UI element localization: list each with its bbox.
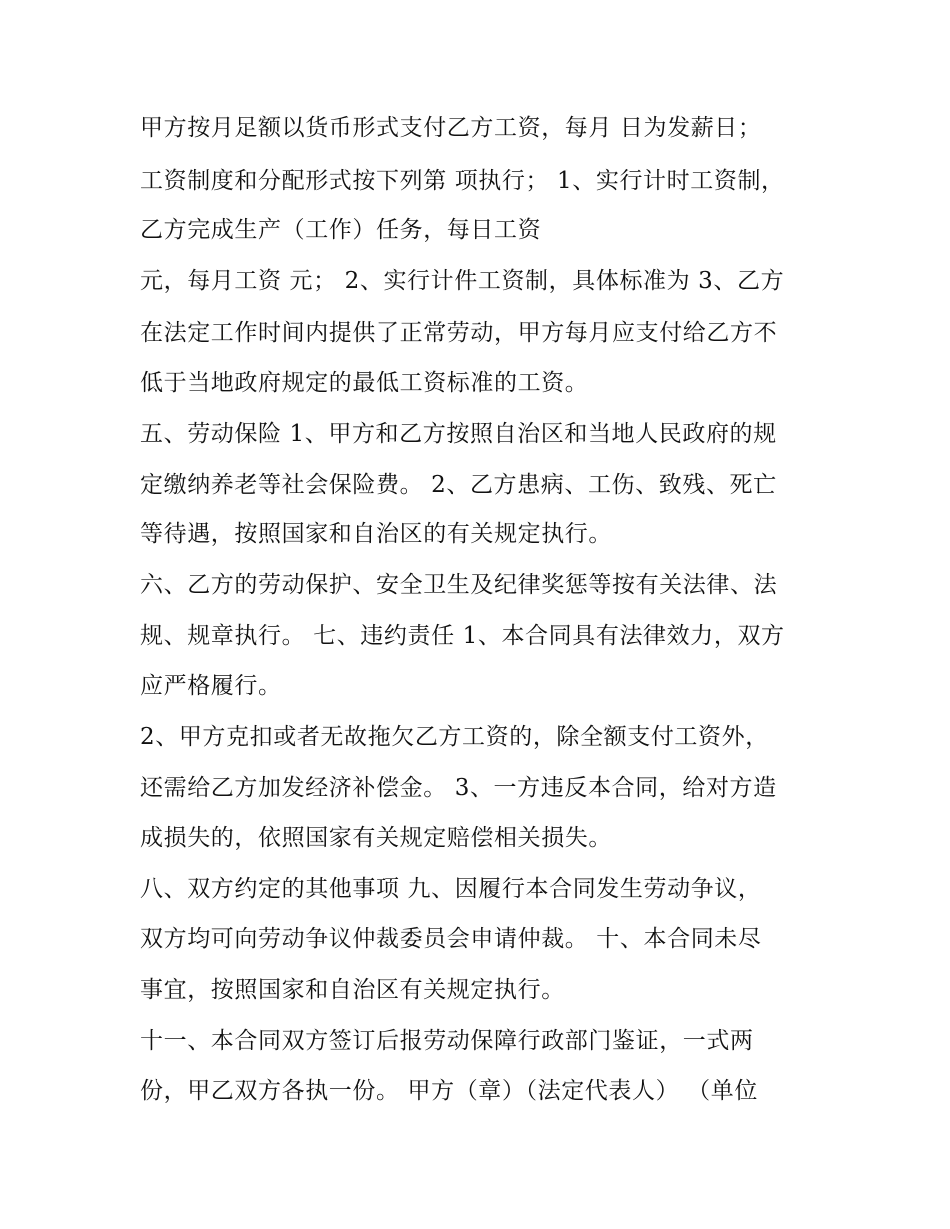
text-line: 应严格履行。 xyxy=(140,673,282,699)
text-line: 双方均可向劳动争议仲裁委员会申请仲裁。 十、本合同未尽 xyxy=(140,926,762,952)
text-line: 成损失的，依照国家有关规定赔偿相关损失。 xyxy=(140,825,612,851)
text-line: 六、乙方的劳动保护、安全卫生及纪律奖惩等按有关法律、法 xyxy=(140,572,778,598)
text-line: 规、规章执行。 七、违约责任 1、本合同具有法律效力，双方 xyxy=(140,623,785,649)
text-line: 等待遇，按照国家和自治区的有关规定执行。 xyxy=(140,521,612,547)
text-line: 还需给乙方加发经济补偿金。 3、一方违反本合同，给对方造 xyxy=(140,775,777,801)
text-line: 工资制度和分配形式按下列第 项执行； 1、实行计时工资制， xyxy=(140,168,785,194)
text-line: 十一、本合同双方签订后报劳动保障行政部门鉴证，一式两 xyxy=(140,1028,754,1054)
text-line: 份，甲乙双方各执一份。 甲方（章）（法定代表人） （单位 xyxy=(140,1078,758,1104)
text-line: 事宜，按照国家和自治区有关规定执行。 xyxy=(140,977,565,1003)
text-line: 定缴纳养老等社会保险费。 2、乙方患病、工伤、致残、死亡 xyxy=(140,472,777,498)
text-line: 八、双方约定的其他事项 九、因履行本合同发生劳动争议， xyxy=(140,876,762,902)
text-line: 在法定工作时间内提供了正常劳动，甲方每月应支付给乙方不 xyxy=(140,320,778,346)
text-line: 甲方按月足额以货币形式支付乙方工资，每月 日为发薪日； xyxy=(140,115,762,141)
text-line: 五、劳动保险 1、甲方和乙方按照自治区和当地人民政府的规 xyxy=(140,421,777,447)
text-line: 乙方完成生产（工作）任务，每日工资 xyxy=(140,217,542,243)
text-line: 低于当地政府规定的最低工资标准的工资。 xyxy=(140,370,589,396)
text-line: 2、甲方克扣或者无故拖欠乙方工资的，除全额支付工资外， xyxy=(140,724,769,750)
text-line: 元，每月工资 元； 2、实行计件工资制，具体标准为 3、乙方 xyxy=(140,268,785,294)
